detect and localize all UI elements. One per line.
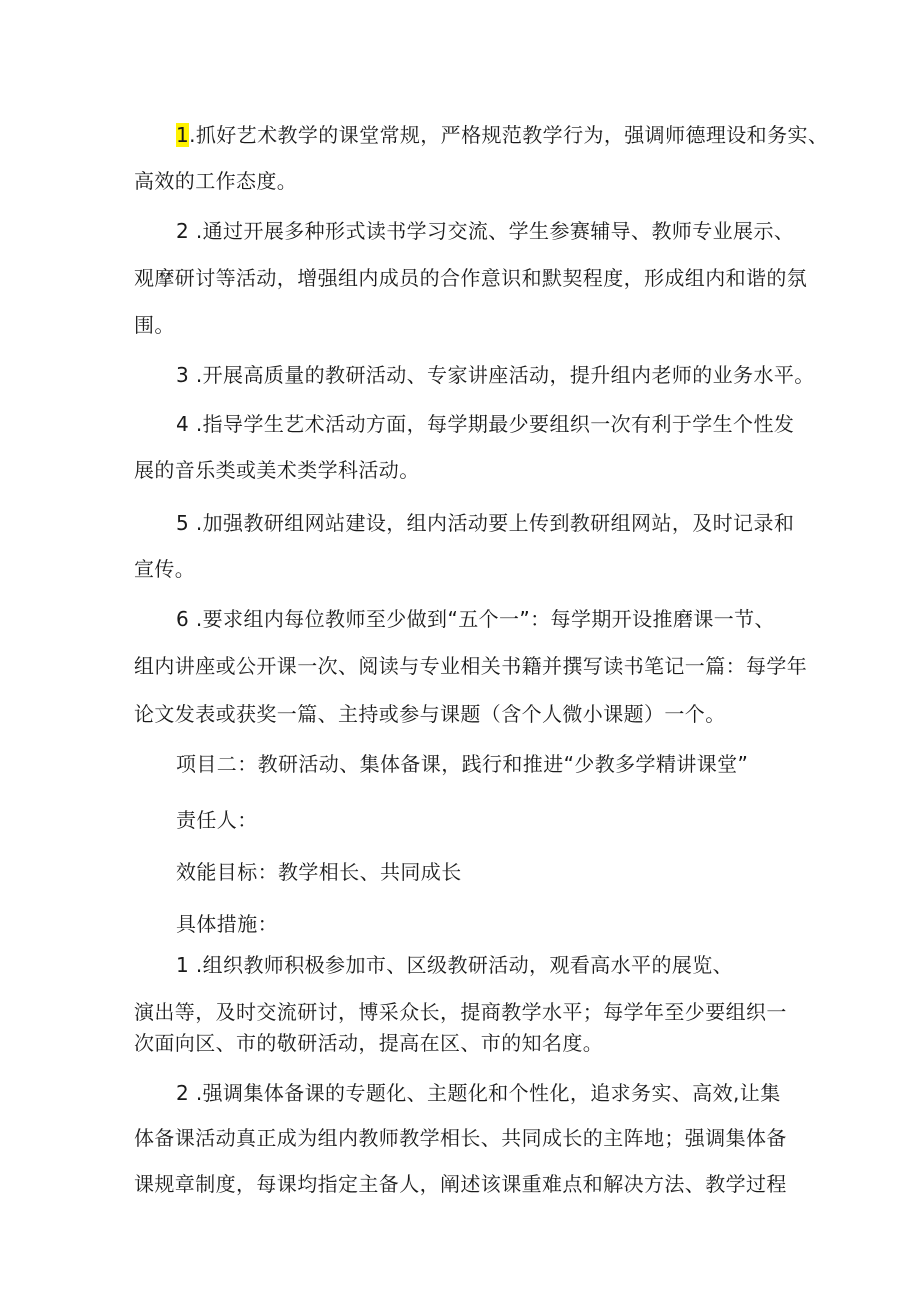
measure-2-line-2: 体备课活动真正成为组内教师教学相长、共同成长的主阵地；强调集体备 [134,1126,787,1150]
measure-1-line-3: 次面向区、市的敬研活动，提高在区、市的知名度。 [134,1031,604,1055]
measure-1-line-2: 演出等，及时交流研讨，博采众长，提商教学水平；每学年至少要组织一 [134,1000,787,1024]
paragraph-2-line-1: 2 .通过开展多种形式读书学习交流、学生参赛辅导、教师专业展示、 [176,219,795,243]
responsible-person-label: 责任人： [176,808,258,832]
paragraph-5-line-1: 5 .加强教研组网站建设，组内活动要上传到教研组网站，及时记录和 [176,511,795,535]
specific-measures-label: 具体措施： [176,912,278,936]
efficiency-goal: 效能目标：教学相长、共同成长 [176,860,462,884]
highlighted-number: 1 [176,123,190,147]
measure-1-line-1: 1 .组织教师积极参加市、区级教研活动，观看高水平的展览、 [176,953,734,977]
paragraph-4-line-1: 4 .指导学生艺术活动方面，每学期最少要组织一次有利于学生个性发 [176,412,795,436]
measure-2-line-1: 2 .强调集体备课的专题化、主题化和个性化，追求务实、高效,让集 [176,1081,781,1105]
paragraph-3-line-1: 3 .开展高质量的教研活动、专家讲座活动，提升组内老师的业务水平。 [176,363,815,387]
paragraph-6-line-3: 论文发表或获奖一篇、主持或参与课题（含个人微小课题）一个。 [134,702,726,726]
measure-2-line-3: 课规章制度，每课均指定主备人，阐述该课重难点和解决方法、教学过程 [134,1172,787,1196]
paragraph-6-line-2: 组内讲座或公开课一次、阅读与专业相关书籍并撰写读书笔记一篇：每学年 [134,654,808,678]
paragraph-1-text: .抓好艺术教学的课堂常规，严格规范教学行为，强调师德理设和务实、 [189,123,829,147]
paragraph-1-line-1 [176,121,828,149]
paragraph-1-line-2: 高效的工作态度。 [134,169,298,193]
paragraph-2-line-2: 观摩研讨等活动，增强组内成员的合作意识和默契程度，形成组内和谐的氛 [134,266,808,290]
paragraph-6-line-1: 6 .要求组内每位教师至少做到“五个一”：每学期开设推磨课一节、 [176,607,775,631]
paragraph-2-line-3: 围。 [134,313,175,337]
paragraph-5-line-2: 宣传。 [134,557,196,581]
project-two-heading: 项目二：教研活动、集体备课，践行和推进“少教多学精讲课堂” [176,752,749,776]
paragraph-4-line-2: 展的音乐类或美术类学科活动。 [134,458,420,482]
